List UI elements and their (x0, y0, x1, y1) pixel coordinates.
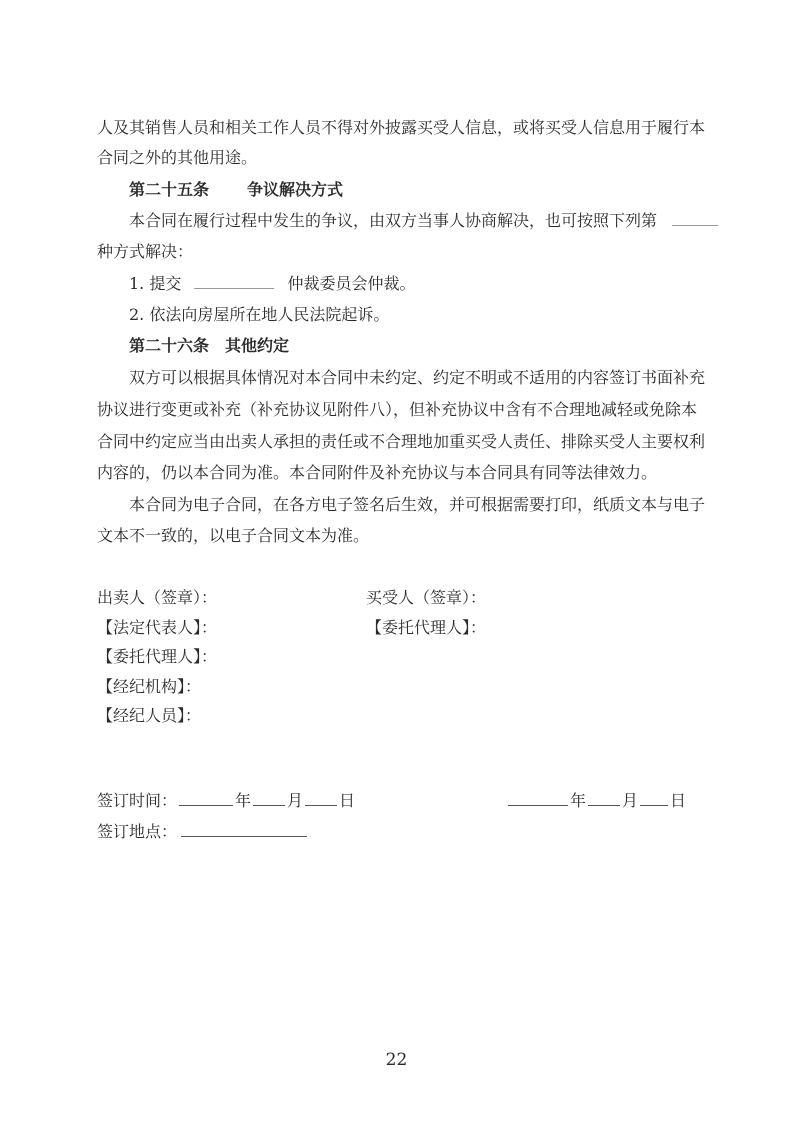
article-title: 其他约定 (225, 336, 290, 355)
legal-rep-label: 【法定代表人】： (97, 618, 218, 637)
option-1-prefix: 1. 提交 (129, 274, 182, 293)
day-blank[interactable] (305, 791, 337, 806)
month-label: 月 (287, 791, 304, 810)
choice-blank[interactable] (672, 211, 718, 226)
article-25-para-line-2: 种方式解决： (97, 242, 194, 261)
article-26-heading (129, 336, 289, 356)
option-1 (129, 274, 416, 294)
article-25-para-line-1 (129, 211, 720, 231)
agency-label: 【经纪机构】： (97, 677, 202, 696)
month-blank[interactable] (253, 791, 285, 806)
article-25-heading (129, 180, 343, 200)
article-number: 第二十五条 (129, 180, 210, 199)
article-title: 争议解决方式 (247, 180, 344, 199)
year-label: 年 (235, 791, 252, 810)
buyer-agent-label: 【委托代理人】： (366, 618, 487, 637)
arbitration-blank[interactable] (194, 274, 274, 289)
signing-place (97, 822, 309, 842)
article-26-para2-line-2: 文本不一致的，以电子合同文本为准。 (97, 526, 370, 545)
seller-agent-label: 【委托代理人】： (97, 647, 218, 666)
buyer-signature-label: 买受人（签章）： (366, 588, 487, 607)
article-26-para1-line-3: 合同中约定应当由出卖人承担的责任或不合理地加重买受人责任、排除买受人主要权利 (97, 432, 706, 451)
signing-time-label: 签订时间： (97, 791, 178, 810)
signing-time-seller (97, 791, 355, 811)
continuation-line-2: 合同之外的其他用途。 (97, 148, 258, 167)
article-26-para1-line-4: 内容的，仍以本合同为准。本合同附件及补充协议与本合同具有同等法律效力。 (97, 463, 658, 482)
year-label: 年 (570, 791, 587, 810)
year-blank[interactable] (179, 791, 233, 806)
article-26-para2-line-1: 本合同为电子合同，在各方电子签名后生效，并可根据需要打印，纸质文本与电子 (129, 495, 706, 514)
day-label: 日 (339, 791, 356, 810)
month-blank[interactable] (588, 791, 620, 806)
signing-time-buyer (508, 791, 686, 811)
day-label: 日 (670, 791, 687, 810)
article-number: 第二十六条 (129, 336, 210, 355)
page-number: 22 (385, 1050, 408, 1070)
year-blank[interactable] (508, 791, 568, 806)
continuation-line-1: 人及其销售人员和相关工作人员不得对外披露买受人信息，或将买受人信息用于履行本 (97, 118, 706, 137)
signing-place-label: 签订地点： (97, 822, 178, 841)
para-text: 本合同在履行过程中发生的争议，由双方当事人协商解决，也可按照下列第 (129, 211, 658, 230)
place-blank[interactable] (181, 822, 307, 837)
option-2: 2. 依法向房屋所在地人民法院起诉。 (129, 305, 390, 324)
seller-signature-label: 出卖人（签章）： (97, 588, 218, 607)
day-blank[interactable] (640, 791, 668, 806)
month-label: 月 (622, 791, 639, 810)
article-26-para1-line-2: 协议进行变更或补充（补充协议见附件八），但补充协议中含有不合理地减轻或免除本 (97, 400, 698, 419)
option-1-suffix: 仲裁委员会仲裁。 (287, 274, 416, 293)
broker-label: 【经纪人员】： (97, 706, 202, 725)
article-26-para1-line-1: 双方可以根据具体情况对本合同中未约定、约定不明或不适用的内容签订书面补充 (129, 368, 706, 387)
